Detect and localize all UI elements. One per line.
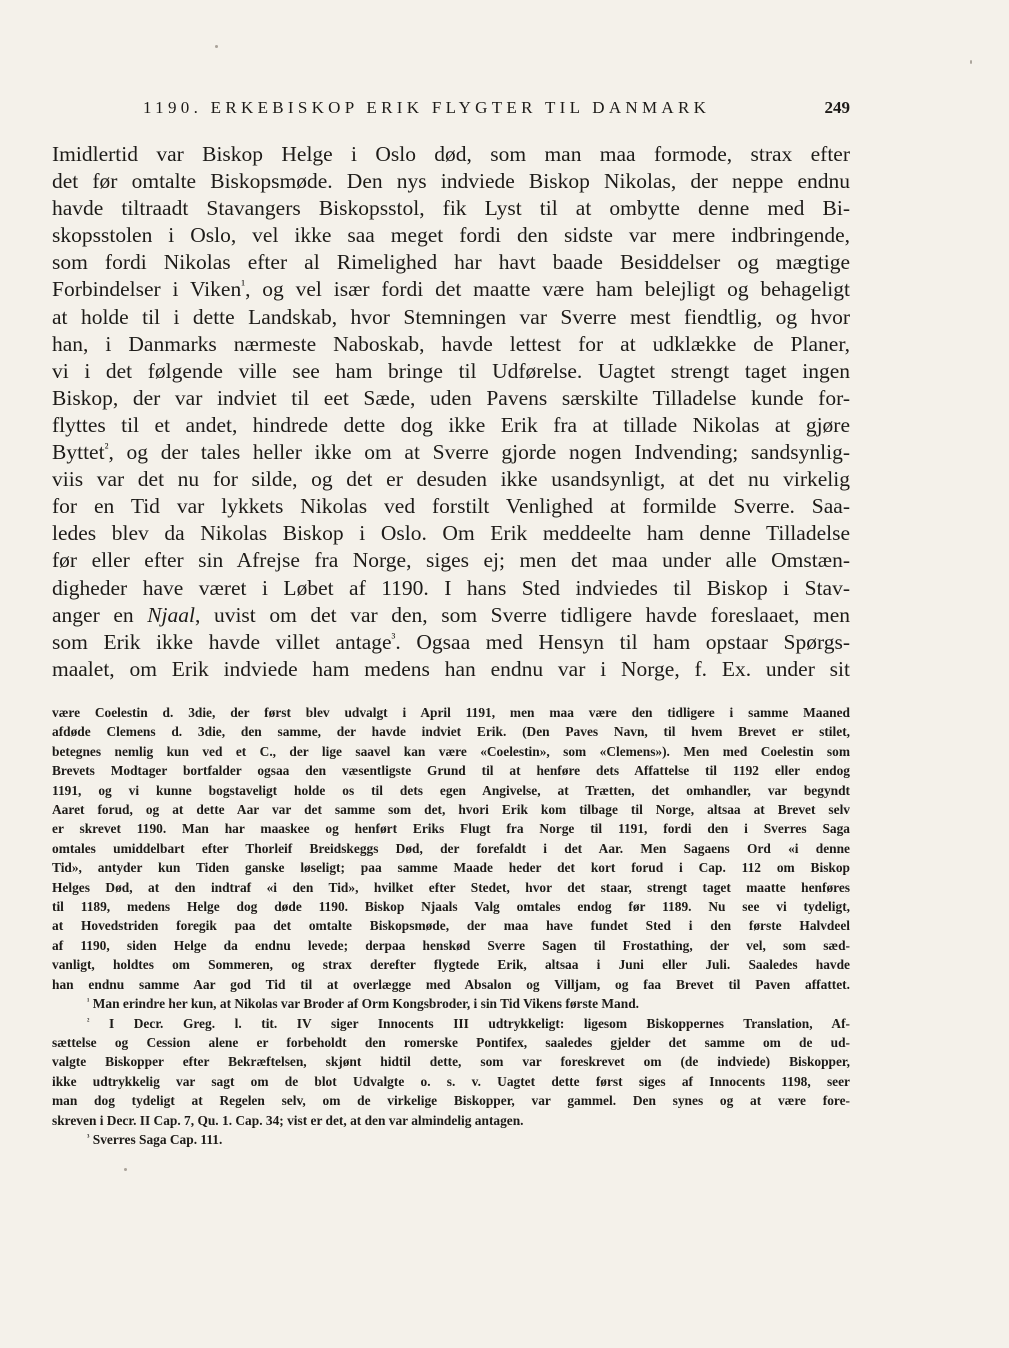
text-line: Imidlertid var Biskop Helge i Oslo død, som man maa formode, strax efter — [52, 142, 850, 166]
text-line: som fordi Nikolas efter al Rimelighed har havt baade Besiddelser og mægtige — [52, 250, 850, 275]
footnote-line: sættelse og Cession alene er forbeholdt den romerske Pontifex, saaledes gjelder det samme om de ud- — [52, 1034, 850, 1050]
text-line: ledes blev da Nikolas Biskop i Oslo. Om Erik meddeelte ham denne Tilladelse — [52, 521, 850, 546]
text-line: viis var det nu for silde, og det er desuden ikke usandsynligt, at det nu virkelig — [52, 467, 850, 492]
footnote-line: vanligt, holdtes om Sommeren, og strax derefter flygtede Erik, altsaa i Juni eller Juli. Saaledes havde — [52, 957, 850, 973]
text-line: som Erik ikke havde villet antage$^{^3}$. Ogsaa med Hensyn til ham opstaar Spørgs- — [52, 629, 850, 654]
text-line: maalet, om Erik indviede ham medens han endnu var i Norge, f. Ex. under sit — [52, 656, 850, 681]
main-text — [52, 141, 850, 683]
footnote-line: til 1189, medens Helge dog døde 1190. Biskop Njaals Valg omtales endog før 1189. Nu see vi tydeligt, — [52, 899, 850, 915]
text-line: Forbindelser i Viken$^{^1}$, og vel især fordi det maatte være ham belejligt og behageligt — [52, 277, 850, 302]
footnote-line: Aaret forud, og at dette Aar var det samme som det, hvori Erik kom tilbage til Norge, altsaa at Brevet selv — [52, 802, 850, 818]
paper-speck — [215, 45, 218, 48]
page-number: 249 — [824, 98, 850, 117]
footnote-line: 1191, og vi kunne bogstaveligt holde os til dets egen Angivelse, at Trætten, det omhandler, var begyndt — [52, 782, 850, 798]
footnotes — [52, 703, 850, 1149]
footnote-line: at Hovedstriden foregik paa det omtalte Biskopsmøde, der maa have fundet Sted i den første Halvdeel — [52, 918, 850, 934]
footnote-line: afdøde Clemens d. 3die, den samme, der havde indviet Erik. (Den Paves Navn, til hvem Brevet er stilet, — [52, 724, 850, 740]
paper-speck — [970, 60, 972, 64]
footnote-3: $^{^3}$ Sverres Saga Cap. 111. — [87, 1131, 223, 1147]
paper-speck — [124, 1168, 127, 1171]
footnote-line: af 1190, siden Helge da endnu levede; derpaa henskød Sverre Sagen til Frostathing, der vel, som sæd- — [52, 937, 850, 953]
footnote-line: man dog tydeligt at Regelen selv, om de virkelige Biskopper, var gammel. Den synes og at være fore- — [52, 1093, 850, 1109]
text-line: før eller efter sin Afrejse fra Norge, siges ej; men det maa under alle Omstæn- — [52, 548, 850, 573]
text-line: skopsstolen i Oslo, vel ikke saa meget fordi den sidste var mere indbringende, — [52, 223, 850, 248]
text-line: Byttet$^{^2}$, og der tales heller ikke om at Sverre gjorde nogen Indvending; sandsynlig- — [52, 440, 850, 465]
footnote-line: skreven i Decr. II Cap. 7, Qu. 1. Cap. 34; vist er det, at den var almindelig antagen. — [52, 1112, 524, 1128]
text-line: Biskop, der var indviet til eet Sæde, uden Pavens særskilte Tilladelse kunde for- — [52, 385, 850, 410]
footnote-line: Tid», antyder kun Tiden ganske løseligt; paa samme Maade heder det kort forud i Cap. 112 om Biskop — [52, 860, 850, 876]
page-header — [143, 98, 850, 126]
text-line: anger en Njaal, uvist om det var den, som Sverre tidligere havde foreslaaet, men — [52, 602, 851, 627]
footnote-line: han endnu samme Aar god Tid til at overlægge med Absalon og Villjam, og faa Brevet til Paven affattet. — [52, 976, 850, 992]
footnote-line: valgte Biskopper efter Bekræftelsen, skjønt hidtil dette, som var foreskrevet om (de indviede) Biskopper, — [52, 1054, 850, 1070]
footnote-line: er skrevet 1190. Man har maaskee og henført Eriks Flugt fra Norge til 1191, fordi den i Sverres Saga — [52, 821, 850, 837]
running-head: 1190. ERKEBISKOP ERIK FLYGTER TIL DANMARK — [143, 98, 711, 117]
text-line: vi i det følgende ville see ham bringe til Udførelse. Uagtet strengt taget ingen — [52, 358, 850, 383]
text-line: digheder have været i Løbet af 1190. I hans Sted indviedes til Biskop i Stav- — [52, 575, 850, 600]
text-line: at holde til i dette Landskab, hvor Stemningen var Sverre mest fiendtlig, og hvor — [52, 304, 850, 329]
text-line: havde tiltraadt Stavangers Biskopsstol, fik Lyst til at ombytte denne med Bi- — [52, 196, 850, 221]
text-line: det før omtalte Biskopsmøde. Den nys indviede Biskop Nikolas, der neppe endnu — [52, 169, 850, 194]
footnote-line: være Coelestin d. 3die, der først blev udvalgt i April 1191, men maa være den tidligere i samme Maaned — [52, 705, 850, 720]
footnote-line: Helges Død, at den indtraf «i den Tid», hvilket efter Stedet, hvor det staar, strengt taget maatte henføres — [52, 879, 850, 895]
footnote-line: ikke udtrykkelig var sagt om de blot Udvalgte o. s. v. Uagtet dette først siges af Innocents 1198, seer — [52, 1073, 850, 1089]
text-line: flyttes til et andet, hindrede dette dog ikke Erik fra at tillade Nikolas at gjøre — [52, 412, 850, 437]
footnote-2: $^{^2}$ I Decr. Greg. l. tit. IV siger Innocents III udtrykkeligt: ligesom Biskoppernes Translation, Af- — [87, 1015, 850, 1031]
text-line: han, i Danmarks nærmeste Naboskab, havde lettest for at udklække de Planer, — [52, 331, 850, 356]
text-line: for en Tid var lykkets Nikolas ved forstilt Venlighed at formilde Sverre. Saa- — [52, 494, 850, 519]
footnote-1: $^{^1}$ Man erindre her kun, at Nikolas var Broder af Orm Kongsbroder, i sin Tid Vikens første Mand. — [87, 996, 639, 1012]
footnote-line: Brevets Modtager bortfalder ogsaa den væsentligste Grund til at henføre dets Affattelse til 1192 eller endog — [52, 763, 850, 779]
footnote-line: omtales umiddelbart efter Thorleif Breidskeggs Død, der forefaldt i det Aar. Men Sagaens Ord «i denne — [52, 840, 850, 856]
footnote-line: betegnes nemlig kun ved et C., der lige saavel kan være «Coelestin», som «Clemens»). Men med Coelestin som — [52, 743, 850, 759]
